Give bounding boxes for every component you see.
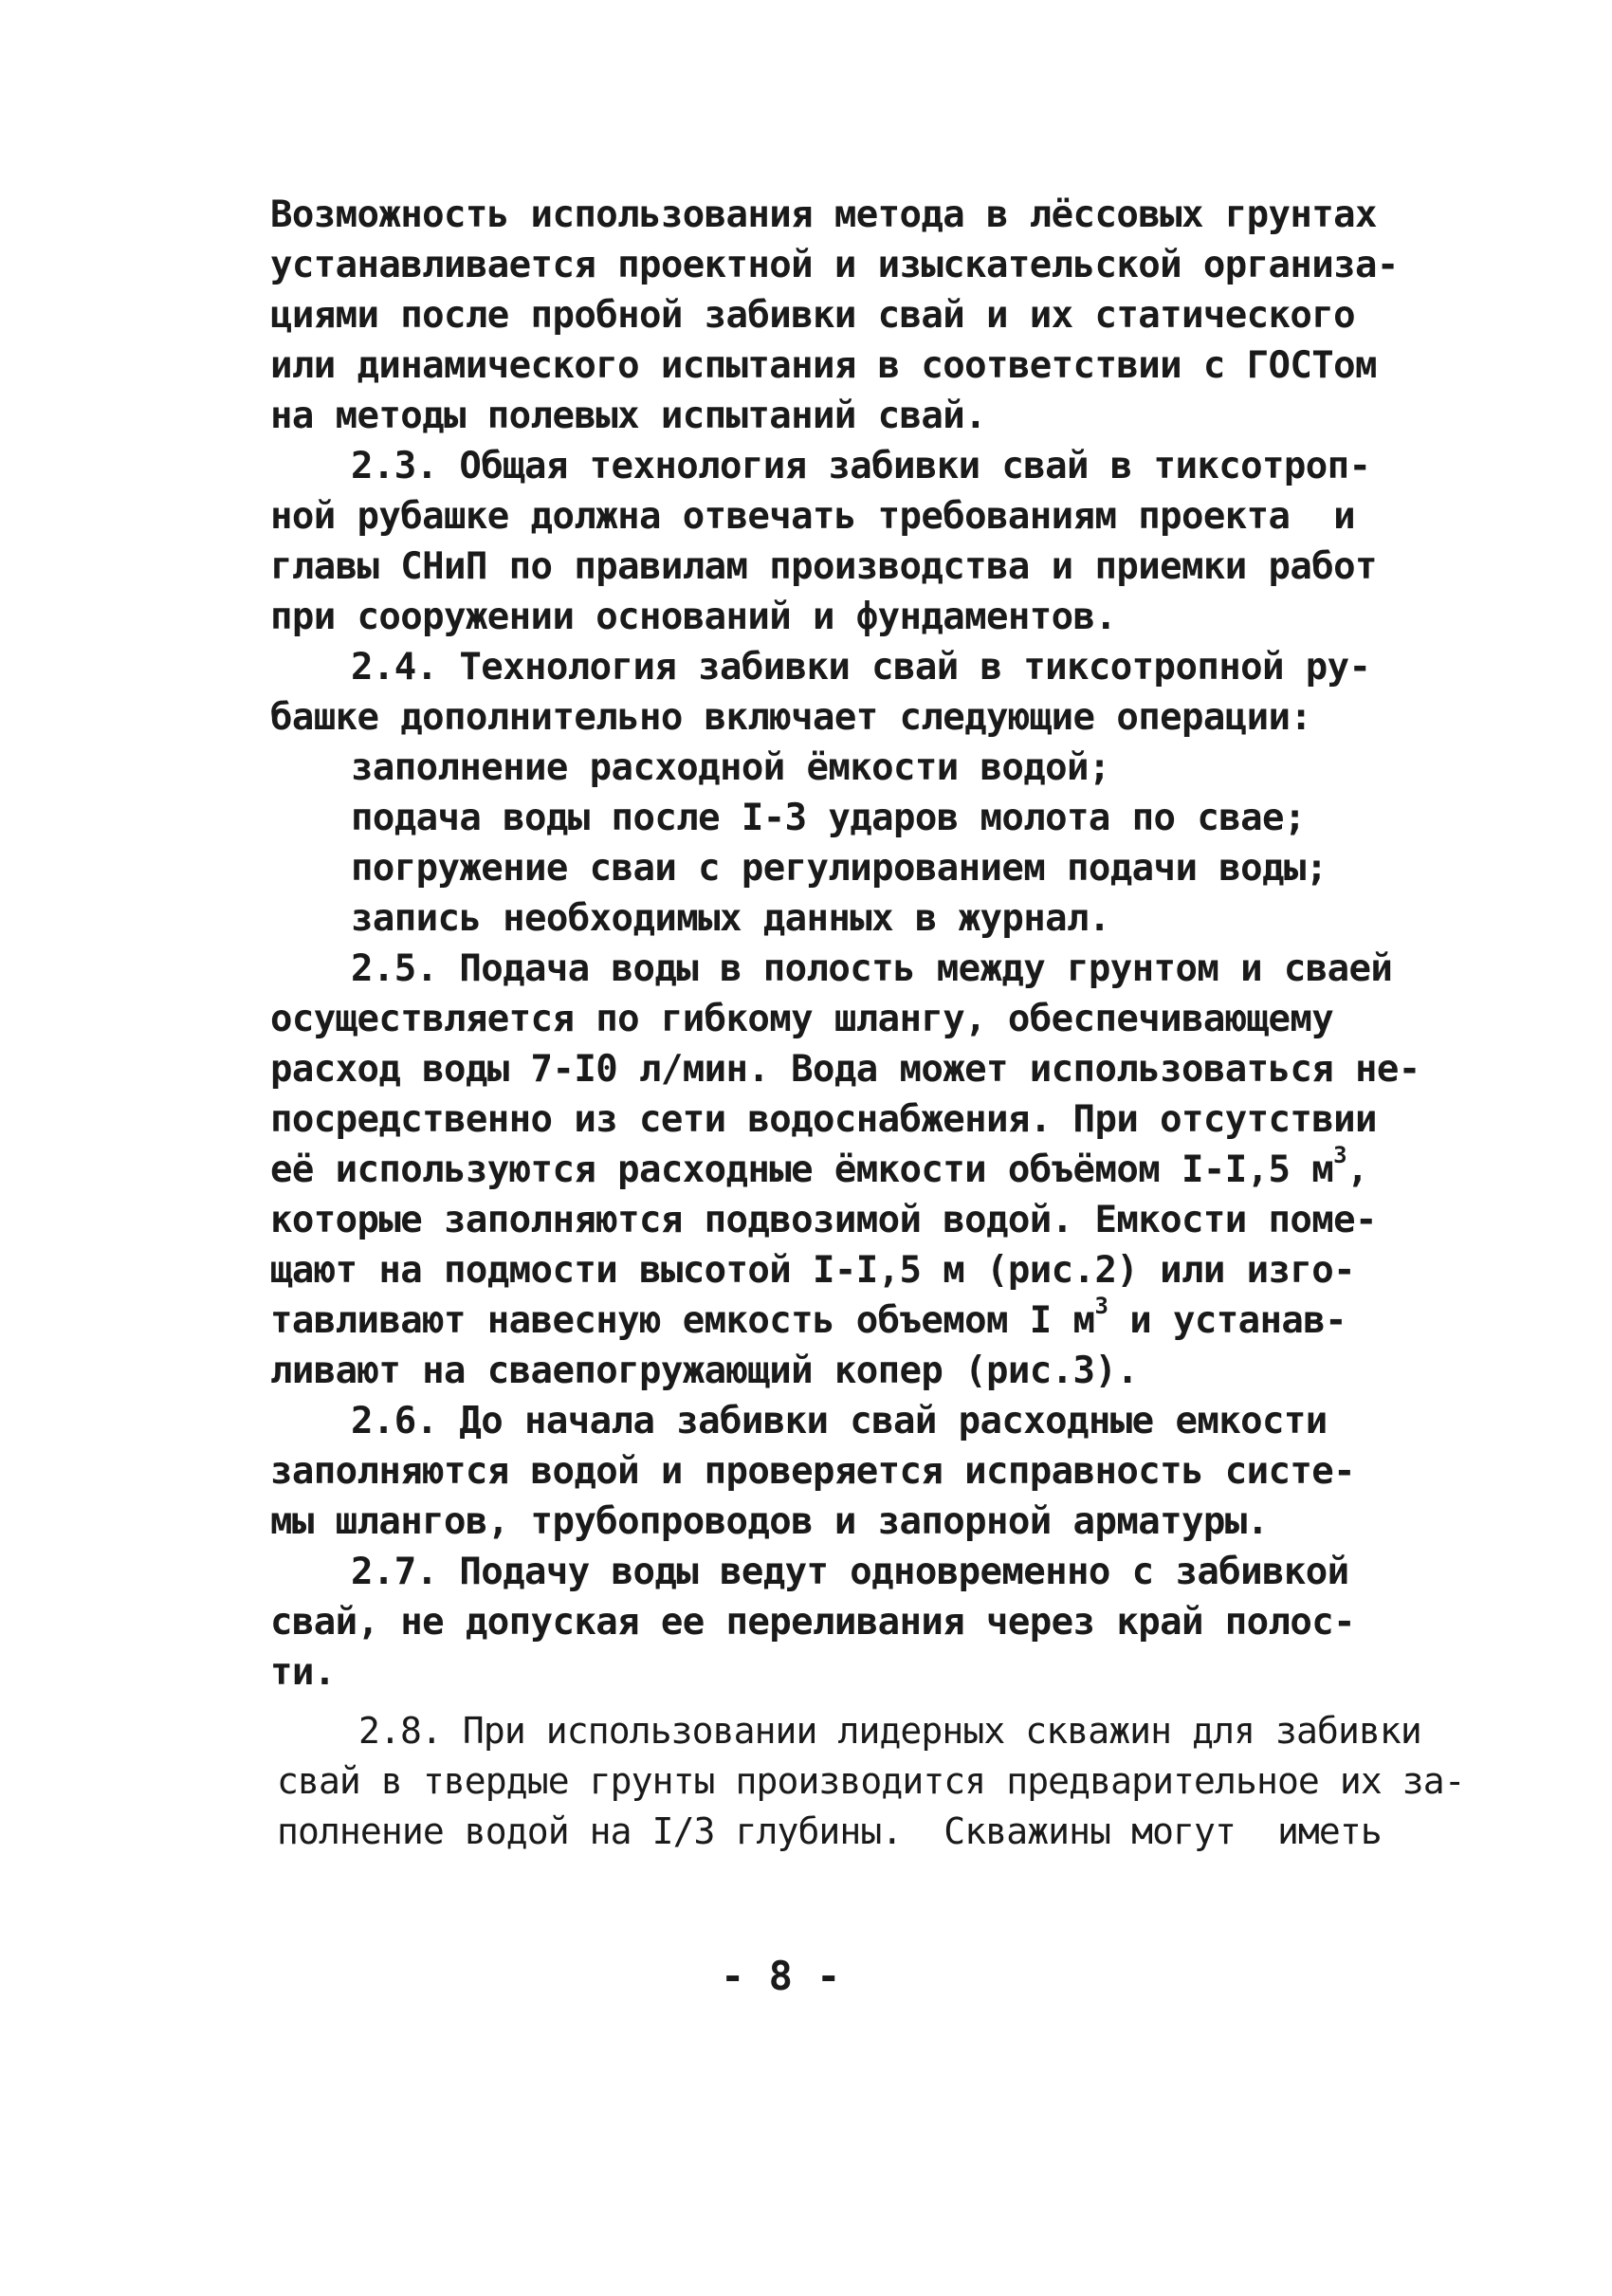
text-line: 2.8. При использовании лидерных скважин для забивки — [358, 1710, 1421, 1752]
list-item: погружение сваи с регулированием подачи воды; — [351, 847, 1328, 890]
text-line: циями после пробной забивки свай и их статического — [270, 294, 1355, 337]
superscript: 3 — [1333, 1142, 1346, 1168]
text-line: посредственно из сети водоснабжения. При отсутствии — [270, 1098, 1377, 1141]
list-item: запись необходимых данных в журнал. — [351, 897, 1110, 940]
text-line: 2.6. До начала забивки свай расходные емкости — [351, 1400, 1328, 1442]
text-line: которые заполняются подвозимой водой. Емкости поме- — [270, 1199, 1377, 1241]
text-line: или динамического испытания в соответствии с ГОСТом — [270, 344, 1377, 387]
text-segment: тавливают навесную емкость объемом I м — [270, 1299, 1095, 1342]
text-line: главы СНиП по правилам производства и приемки работ — [270, 545, 1377, 588]
text-line: ливают на сваепогружающий копер (рис.3). — [270, 1350, 1139, 1392]
text-line — [270, 1293, 1346, 1346]
text-line: устанавливается проектной и изыскательской организа- — [270, 244, 1399, 286]
text-segment: и устанав- — [1108, 1299, 1346, 1342]
text-line: ти. — [270, 1651, 336, 1694]
text-line: 2.4. Технология забивки свай в тиксотропной ру- — [351, 646, 1371, 689]
text-line: башке дополнительно включает следующие операции: — [270, 696, 1312, 739]
text-line: при сооружении оснований и фундаментов. — [270, 596, 1117, 638]
list-item: подача воды после I-3 ударов молота по свае; — [351, 797, 1306, 839]
page-number: - 8 - — [721, 1953, 841, 1999]
text-line: 2.7. Подачу воды ведут одновременно с забивкой — [351, 1551, 1349, 1593]
text-segment: её используются расходные ёмкости объёмом I-I,5 м — [270, 1148, 1334, 1191]
text-line: полнение водой на I/3 глубины. Скважины могут иметь — [277, 1810, 1382, 1852]
superscript: 3 — [1094, 1293, 1108, 1319]
text-segment: , — [1346, 1148, 1368, 1191]
text-line: 2.3. Общая технология забивки свай в тиксотроп- — [351, 445, 1371, 487]
list-item: заполнение расходной ёмкости водой; — [351, 746, 1110, 789]
text-line: на методы полевых испытаний свай. — [270, 395, 987, 437]
text-line: ной рубашке должна отвечать требованиям проекта и — [270, 495, 1355, 538]
text-line: осуществляется по гибкому шлангу, обеспечивающему — [270, 998, 1334, 1040]
text-line: 2.5. Подача воды в полость между грунтом и сваей — [351, 947, 1393, 990]
text-line: щают на подмости высотой I-I,5 м (рис.2) или изго- — [270, 1249, 1355, 1292]
text-line: заполняются водой и проверяется исправность систе- — [270, 1450, 1355, 1493]
text-line: Возможность использования метода в лёссовых грунтах — [270, 193, 1377, 236]
text-line: расход воды 7-I0 л/мин. Вода может использоваться не- — [270, 1048, 1420, 1091]
text-line: мы шлангов, трубопроводов и запорной арматуры. — [270, 1500, 1269, 1543]
text-line: свай, не допуская ее переливания через край полос- — [270, 1601, 1355, 1644]
text-line — [270, 1142, 1368, 1195]
text-line: свай в твердые грунты производится предварительное их за- — [277, 1760, 1465, 1802]
